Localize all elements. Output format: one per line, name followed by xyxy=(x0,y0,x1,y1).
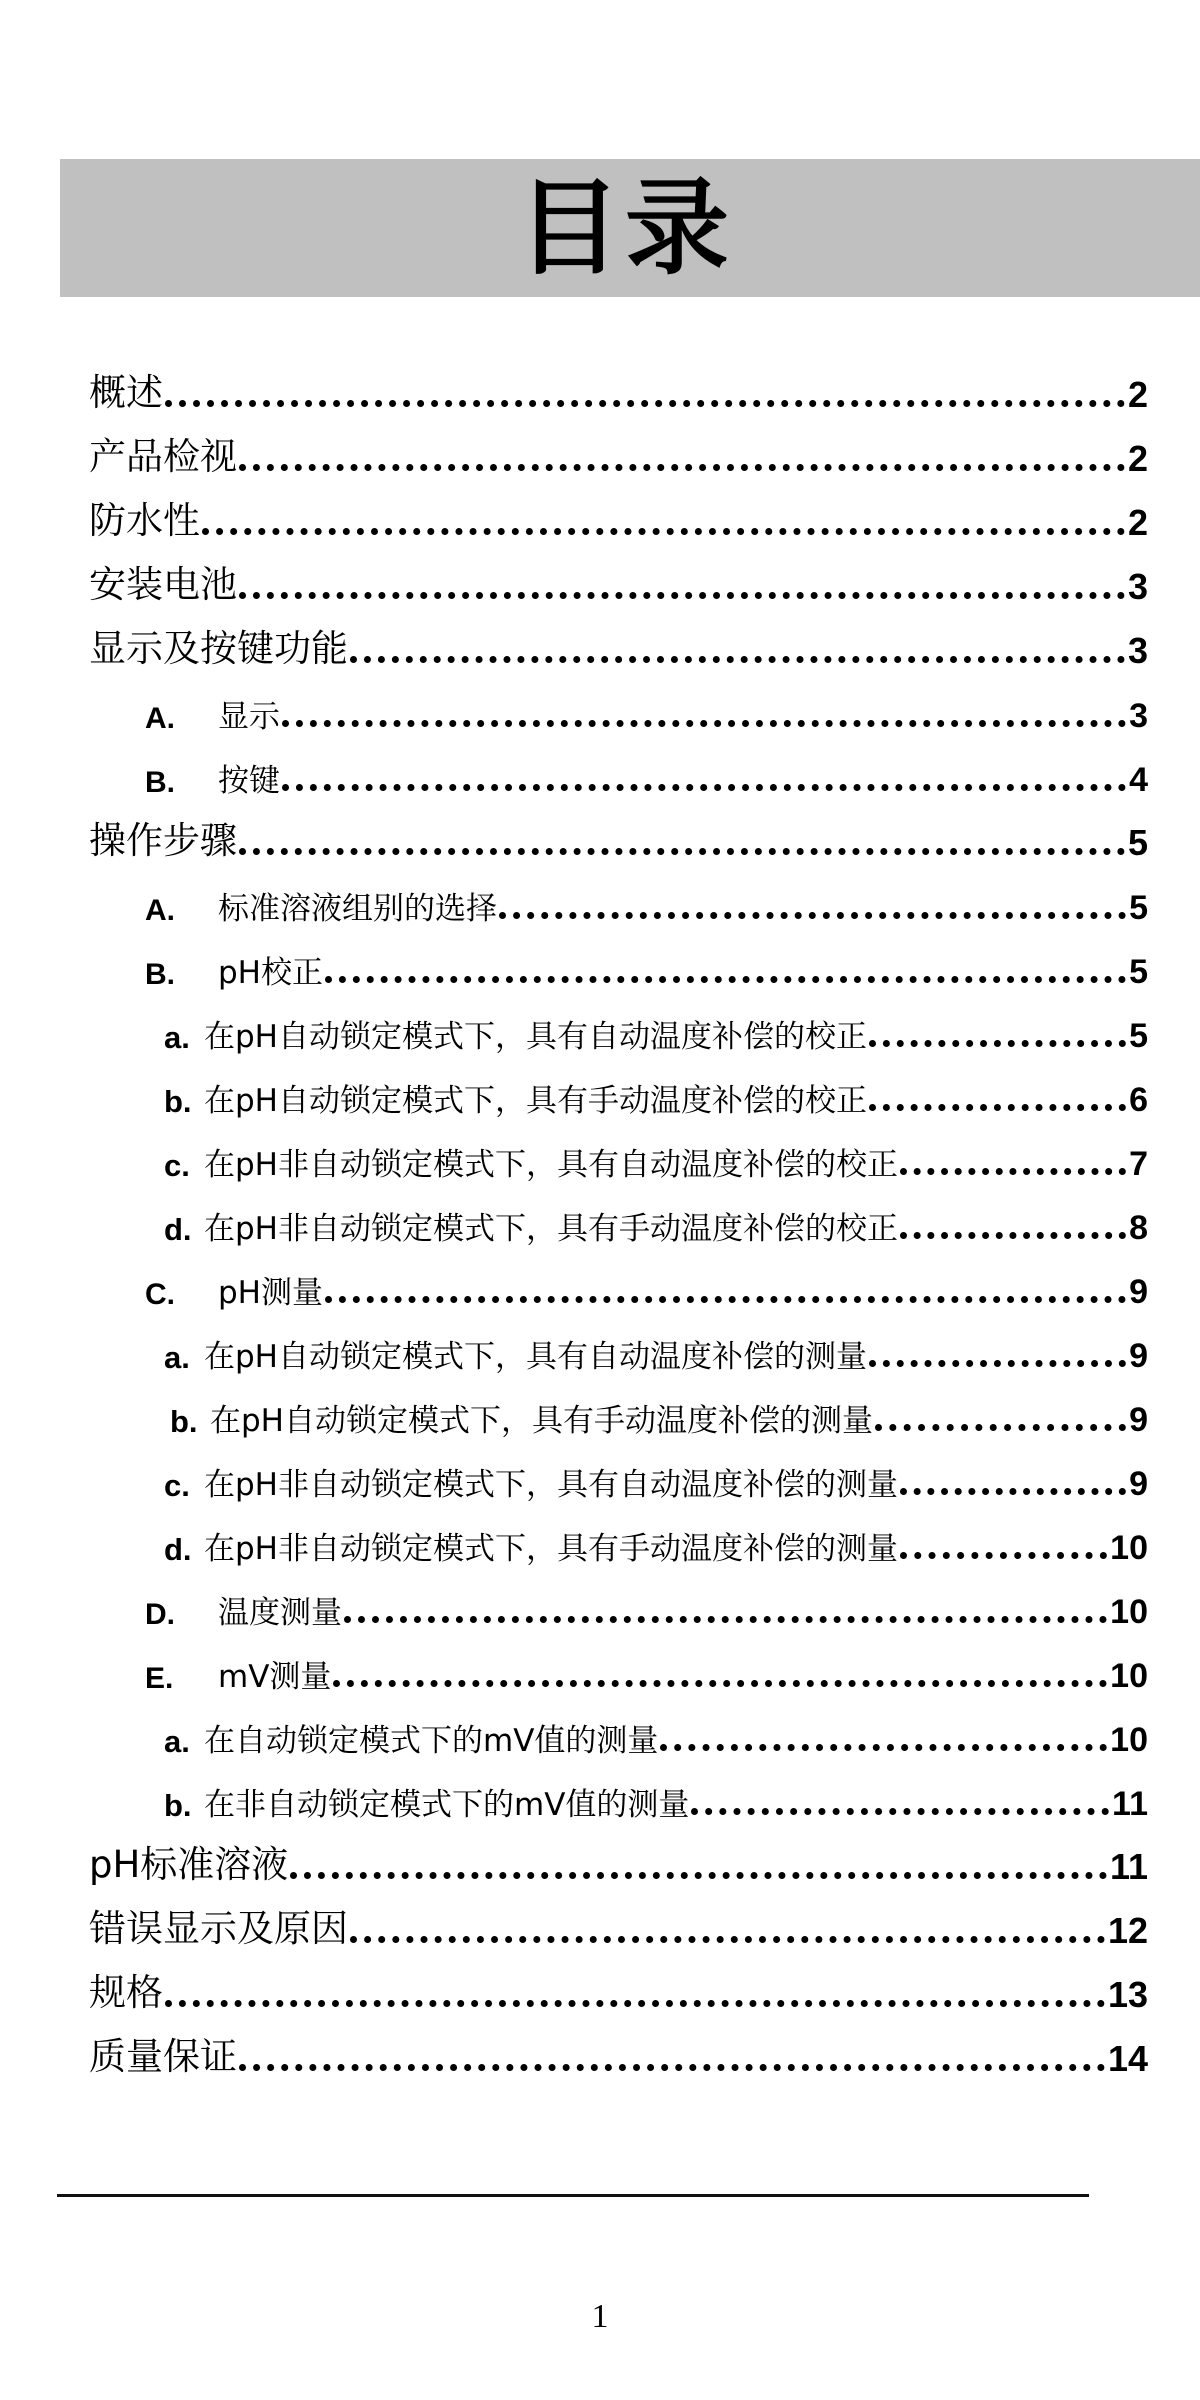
toc-entry-title: 在pH非自动锁定模式下，具有手动温度补偿的校正 xyxy=(204,1211,898,1247)
toc-entry[interactable] xyxy=(145,1576,1148,1632)
toc-entry-title: pH标准溶液 xyxy=(89,1843,289,1886)
toc-entry[interactable] xyxy=(89,616,1148,672)
toc-entry-marker: E. xyxy=(145,1662,174,1695)
toc-entry-page: 8 xyxy=(1129,1209,1148,1247)
toc-entry-page: 5 xyxy=(1129,889,1148,927)
toc-entry-title: 在pH自动锁定模式下，具有手动温度补偿的测量 xyxy=(210,1403,873,1439)
dot-leader xyxy=(325,1296,1126,1303)
toc-entry-page: 2 xyxy=(1127,502,1148,543)
toc-entry-page: 10 xyxy=(1110,1593,1148,1631)
toc-entry-page: 3 xyxy=(1127,566,1148,607)
toc-entry-title: 温度测量 xyxy=(218,1595,342,1631)
toc-entry[interactable] xyxy=(89,552,1148,608)
toc-entry[interactable] xyxy=(89,1960,1148,2016)
dot-leader xyxy=(282,720,1126,727)
toc-entry-page: 14 xyxy=(1107,2038,1148,2079)
toc-entry[interactable] xyxy=(164,1320,1148,1376)
toc-entry[interactable] xyxy=(170,1384,1148,1440)
dot-leader xyxy=(165,400,1125,407)
dot-leader xyxy=(239,848,1125,855)
toc-entry-title: 规格 xyxy=(89,1971,163,2014)
toc-entry-title: 安装电池 xyxy=(89,563,237,606)
toc-entry-page: 9 xyxy=(1129,1465,1148,1503)
page-number: 1 xyxy=(591,2298,609,2335)
toc-entry[interactable] xyxy=(164,1704,1148,1760)
toc-entry-title: 标准溶液组别的选择 xyxy=(218,891,497,927)
toc-entry[interactable] xyxy=(89,2024,1148,2080)
toc-entry[interactable] xyxy=(89,1832,1148,1888)
toc-entry-marker: b. xyxy=(170,1404,198,1439)
toc-entry-page: 3 xyxy=(1127,630,1148,671)
dot-leader xyxy=(691,1808,1109,1815)
toc-entry-marker: d. xyxy=(164,1532,192,1567)
toc-entry[interactable] xyxy=(145,936,1148,992)
toc-entry-page: 12 xyxy=(1107,1910,1148,1951)
toc-entry[interactable] xyxy=(145,1640,1148,1696)
toc-entry-page: 9 xyxy=(1129,1401,1148,1439)
toc-entry[interactable] xyxy=(145,872,1148,928)
toc-entry-title: 概述 xyxy=(89,371,163,414)
toc-entry-page: 7 xyxy=(1129,1145,1148,1183)
toc-entry-title: 操作步骤 xyxy=(89,819,237,862)
toc-entry-title: 产品检视 xyxy=(89,435,237,478)
toc-entry[interactable] xyxy=(164,1192,1148,1248)
dot-leader xyxy=(900,1488,1126,1495)
footer-divider xyxy=(57,2194,1089,2197)
toc-entry[interactable] xyxy=(145,744,1148,800)
toc-entry-page: 13 xyxy=(1107,1974,1148,2015)
toc-entry[interactable] xyxy=(164,1512,1148,1568)
toc-entry-page: 9 xyxy=(1129,1273,1148,1311)
toc-entry-title: 显示 xyxy=(218,699,280,735)
toc-entry-marker: B. xyxy=(145,766,175,799)
dot-leader xyxy=(900,1168,1126,1175)
dot-leader xyxy=(239,2064,1105,2071)
toc-entry-page: 10 xyxy=(1110,1721,1148,1759)
toc-entry-marker: a. xyxy=(164,1020,190,1055)
dot-leader xyxy=(344,1616,1107,1623)
title-band xyxy=(60,159,1200,297)
dot-leader xyxy=(869,1040,1126,1047)
toc-entry-title: 在pH非自动锁定模式下，具有手动温度补偿的测量 xyxy=(204,1531,898,1567)
toc-entry-page: 9 xyxy=(1129,1337,1148,1375)
toc-entry-marker: d. xyxy=(164,1212,192,1247)
page-title: 目录 xyxy=(516,166,733,289)
dot-leader xyxy=(350,656,1125,663)
toc-entry[interactable] xyxy=(164,1448,1148,1504)
toc-entry-page: 2 xyxy=(1127,374,1148,415)
toc-entry[interactable] xyxy=(89,360,1148,416)
toc-entry-title: mV测量 xyxy=(218,1659,332,1695)
toc-entry-marker: C. xyxy=(145,1278,175,1311)
toc-entry-title: 在pH自动锁定模式下，具有自动温度补偿的测量 xyxy=(204,1339,867,1375)
toc-entry-marker: A. xyxy=(145,894,175,927)
toc-entry-title: 错误显示及原因 xyxy=(89,1907,348,1950)
toc-entry-title: 在自动锁定模式下的mV值的测量 xyxy=(204,1723,659,1759)
dot-leader xyxy=(325,976,1126,983)
dot-leader xyxy=(660,1744,1107,1751)
toc-entry-page: 5 xyxy=(1129,953,1148,991)
toc-entry-page: 6 xyxy=(1129,1081,1148,1119)
dot-leader xyxy=(202,528,1125,535)
toc-entry-page: 3 xyxy=(1129,697,1148,735)
toc-entry-marker: c. xyxy=(164,1148,190,1183)
toc-entry[interactable] xyxy=(164,1768,1148,1824)
toc-entry-marker: b. xyxy=(164,1788,192,1823)
toc-entry-title: 在pH自动锁定模式下，具有自动温度补偿的校正 xyxy=(204,1019,867,1055)
toc-entry-marker: D. xyxy=(145,1598,175,1631)
toc-entry[interactable] xyxy=(89,808,1148,864)
toc-entry-page: 11 xyxy=(1109,1846,1148,1887)
toc-entry-page: 10 xyxy=(1110,1529,1148,1567)
dot-leader xyxy=(499,912,1126,919)
toc-entry[interactable] xyxy=(164,1128,1148,1184)
toc-entry-page: 5 xyxy=(1127,822,1148,863)
dot-leader xyxy=(900,1232,1126,1239)
toc-entry-marker: b. xyxy=(164,1084,192,1119)
toc-entry-marker: B. xyxy=(145,958,175,991)
toc-entry-title: 防水性 xyxy=(89,499,200,542)
toc-entry-title: pH测量 xyxy=(218,1275,323,1311)
toc-entry-page: 10 xyxy=(1110,1657,1148,1695)
toc-entry[interactable] xyxy=(164,1000,1148,1056)
toc-entry-marker: a. xyxy=(164,1724,190,1759)
toc-entry[interactable] xyxy=(89,488,1148,544)
dot-leader xyxy=(869,1104,1126,1111)
dot-leader xyxy=(282,784,1126,791)
toc-entry-page: 5 xyxy=(1129,1017,1148,1055)
toc-entry-title: 按键 xyxy=(218,763,280,799)
toc-entry-title: 在pH非自动锁定模式下，具有自动温度补偿的测量 xyxy=(204,1467,898,1503)
toc-entry[interactable] xyxy=(164,1064,1148,1120)
toc-entry-marker: c. xyxy=(164,1468,190,1503)
toc-entry-page: 2 xyxy=(1127,438,1148,479)
toc-entry-title: 质量保证 xyxy=(89,2035,237,2078)
dot-leader xyxy=(165,2000,1105,2007)
toc-entry-title: pH校正 xyxy=(218,955,323,991)
dot-leader xyxy=(290,1872,1107,1879)
dot-leader xyxy=(900,1552,1107,1559)
dot-leader xyxy=(239,464,1125,471)
toc-entry-title: 在pH非自动锁定模式下，具有自动温度补偿的校正 xyxy=(204,1147,898,1183)
dot-leader xyxy=(239,592,1125,599)
toc-entry-title: 在pH自动锁定模式下，具有手动温度补偿的校正 xyxy=(204,1083,867,1119)
toc-entry[interactable] xyxy=(89,1896,1148,1952)
dot-leader xyxy=(333,1680,1107,1687)
toc-entry[interactable] xyxy=(145,1256,1148,1312)
toc-entry-marker: a. xyxy=(164,1340,190,1375)
toc-entry-title: 显示及按键功能 xyxy=(89,627,348,670)
toc-entry-page: 4 xyxy=(1129,761,1148,799)
toc-entry-marker: A. xyxy=(145,702,175,735)
toc-entry[interactable] xyxy=(145,680,1148,736)
dot-leader xyxy=(350,1936,1105,1943)
toc-entry-title: 在非自动锁定模式下的mV值的测量 xyxy=(204,1787,690,1823)
dot-leader xyxy=(875,1424,1126,1431)
toc-entry[interactable] xyxy=(89,424,1148,480)
toc-entry-page: 11 xyxy=(1112,1785,1148,1823)
dot-leader xyxy=(869,1360,1126,1367)
